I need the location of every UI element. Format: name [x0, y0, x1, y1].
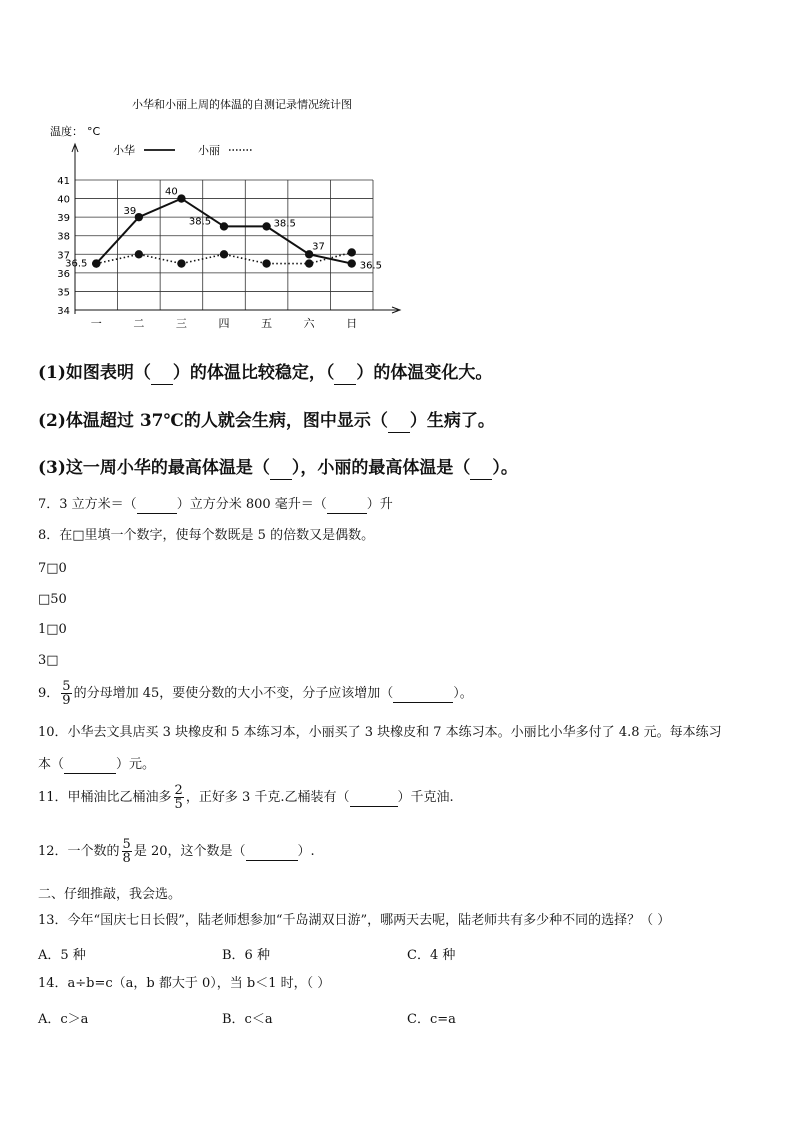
question-10-line-2: [38, 757, 155, 774]
q11-pre: 11．甲桶油比乙桶油多: [38, 790, 172, 805]
q3-mid: ），小丽的最高体温是（: [291, 458, 471, 478]
q9-blank[interactable]: [393, 686, 453, 703]
series-0-point-4: [262, 222, 270, 230]
q9-denominator: 9: [62, 693, 71, 708]
q3-blank-2[interactable]: [470, 457, 492, 480]
series-1-point-1: [135, 250, 143, 258]
q10-blank[interactable]: [64, 757, 116, 774]
series-1-point-0: [92, 259, 100, 267]
q7-c: ）升: [366, 497, 393, 512]
question-part-1: [38, 362, 492, 385]
series-0-point-2: [177, 194, 185, 202]
q9-fraction: [61, 680, 71, 707]
legend-label-0: 小华: [113, 144, 135, 157]
q13-option-b[interactable]: B．6 种: [222, 948, 270, 963]
x-tick-label-2: 三: [175, 317, 187, 330]
q7-a: 7．3 立方米＝（: [38, 497, 137, 512]
data-label-6: 36.5: [359, 260, 382, 272]
q14-option-b[interactable]: B．c＜a: [222, 1012, 273, 1027]
q12-fraction: [122, 838, 132, 865]
q12-pre: 12．一个数的: [38, 844, 120, 859]
data-label-0: 36.5: [65, 258, 88, 270]
x-tick-label-0: 一: [90, 317, 102, 330]
series-1-point-2: [177, 259, 185, 267]
y-axis-label-text: 温度：: [50, 125, 83, 138]
data-label-1: 39: [123, 206, 137, 218]
question-8: 8．在□里填一个数字，使每个数既是 5 的倍数又是偶数。: [38, 528, 375, 543]
q14-option-c[interactable]: C．c=a: [407, 1012, 456, 1027]
q3-pre: (3)这一周小华的最高体温是（: [38, 458, 270, 478]
q1-blank-1[interactable]: [151, 362, 173, 385]
question-13: 13．今年“国庆七日长假”，陆老师想参加“千岛湖双日游”，哪两天去呢，陆老师共有多少种不同的选择？（ ）: [38, 913, 671, 928]
y-tick-label-4: 38: [57, 231, 70, 243]
y-tick-label-0: 34: [57, 306, 70, 317]
series-0-point-3: [220, 222, 228, 230]
y-axis-label: [50, 124, 101, 138]
q12-denominator: 8: [122, 851, 131, 866]
q9-end: ）。: [453, 686, 473, 701]
series-0-point-6: [348, 259, 356, 267]
question-9: [38, 680, 473, 707]
q12-numerator: 5: [122, 837, 131, 852]
y-tick-label-5: 39: [57, 213, 70, 225]
q14-option-a[interactable]: A．c＞a: [38, 1012, 89, 1027]
question-11: [38, 784, 454, 811]
series-1-point-5: [305, 259, 313, 267]
series-1-point-3: [220, 250, 228, 258]
x-tick-label-6: 日: [346, 317, 358, 330]
q8-item-3: 1□0: [38, 622, 67, 637]
x-tick-label-4: 五: [261, 317, 273, 330]
q11-denominator: 5: [174, 797, 183, 812]
q13-option-a[interactable]: A．5 种: [38, 948, 86, 963]
series-1-point-4: [262, 259, 270, 267]
y-tick-label-3: 37: [57, 250, 70, 262]
q8-item-4: 3□: [38, 653, 59, 668]
question-7: [38, 497, 393, 514]
q13-option-c[interactable]: C．4 种: [407, 948, 456, 963]
y-tick-label-6: 40: [57, 194, 70, 206]
y-tick-label-2: 36: [57, 268, 70, 280]
chart-title: 小华和小丽上周的体温的自测记录情况统计图: [132, 98, 352, 111]
q8-item-1: 7□0: [38, 561, 67, 576]
q1-post: ）的体温变化大。: [356, 363, 493, 383]
question-part-2: [38, 410, 495, 433]
q2-pre: (2)体温超过 37℃的人就会生病，图中显示（: [38, 411, 388, 431]
q9-post: 的分母增加 45，要使分数的大小不变，分子应该增加（: [73, 686, 394, 701]
x-tick-label-3: 四: [218, 317, 230, 330]
chart-grid: [75, 180, 373, 310]
q7-blank-1[interactable]: [137, 497, 177, 514]
q1-pre: (1)如图表明（: [38, 363, 151, 383]
q7-blank-2[interactable]: [327, 497, 367, 514]
series-1-point-6: [348, 248, 356, 256]
section-2-heading: 二、仔细推敲，我会选。: [38, 887, 182, 902]
q7-b: ）立方分米 800 毫升＝（: [176, 497, 327, 512]
question-12: [38, 838, 315, 865]
q10-post: ）元。: [116, 757, 156, 772]
q2-post: ）生病了。: [409, 411, 495, 431]
q1-blank-2[interactable]: [334, 362, 356, 385]
q12-blank[interactable]: [246, 844, 298, 861]
chart-legend: [113, 143, 253, 157]
data-label-5: 37: [312, 241, 325, 253]
q1-mid: ）的体温比较稳定，（: [172, 363, 335, 383]
q8-item-2: □50: [38, 592, 67, 607]
q3-post: ）。: [492, 458, 518, 478]
q3-blank-1[interactable]: [270, 457, 292, 480]
temperature-line-chart: [30, 88, 410, 338]
data-label-2: 40: [165, 186, 178, 198]
x-tick-label-5: 六: [303, 317, 315, 330]
q11-blank[interactable]: [350, 790, 398, 807]
y-tick-label-7: 41: [57, 176, 70, 187]
q11-fraction: [174, 784, 184, 811]
chart-axes: [72, 144, 400, 314]
q11-mid: ，正好多 3 千克.乙桶装有（: [185, 790, 350, 805]
q10-pre: 本（: [38, 757, 65, 772]
q11-post: ）千克油.: [397, 790, 454, 805]
question-14: 14．a÷b=c（a，b 都大于 0），当 b＜1 时，（ ）: [38, 976, 331, 991]
q11-numerator: 2: [174, 783, 183, 798]
question-part-3: [38, 457, 518, 480]
x-tick-label-1: 二: [133, 317, 145, 330]
q2-blank[interactable]: [388, 410, 410, 433]
q12-mid: 是 20，这个数是（: [133, 844, 246, 859]
y-axis-unit: °C: [87, 125, 101, 138]
question-10-line-1: 10．小华去文具店买 3 块橡皮和 5 本练习本，小丽买了 3 块橡皮和 7 本练习本。小丽比小华多付了 4.8 元。每本练习: [38, 725, 722, 740]
legend-label-1: 小丽: [198, 144, 220, 157]
data-label-3: 38.5: [188, 216, 212, 228]
q9-pre: 9．: [38, 686, 60, 701]
data-label-4: 38.5: [273, 218, 296, 230]
q12-post: ）.: [297, 844, 315, 859]
q9-numerator: 5: [62, 679, 71, 694]
y-tick-label-1: 35: [57, 287, 70, 299]
